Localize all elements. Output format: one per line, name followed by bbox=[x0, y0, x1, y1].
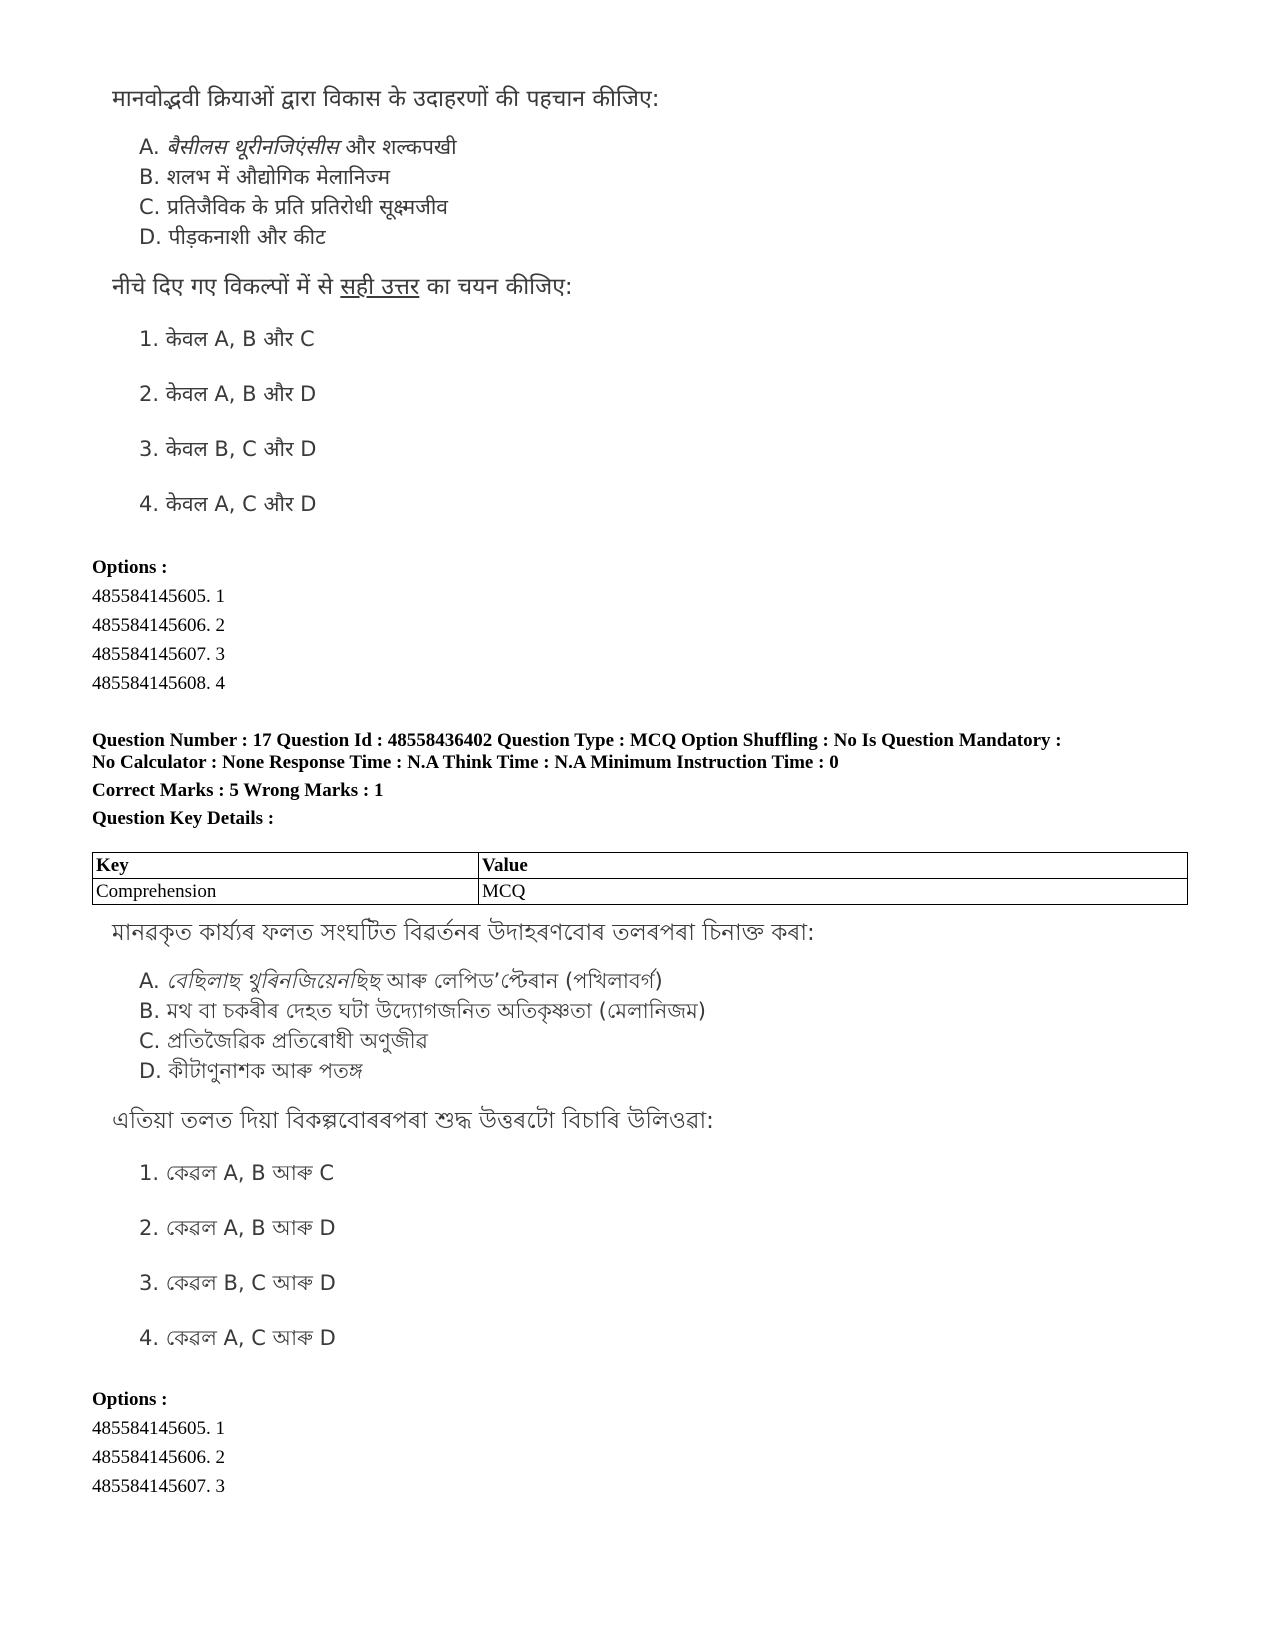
q16-choice-2: 2. केवल A, B और D bbox=[139, 382, 317, 406]
q16-options bbox=[92, 553, 225, 698]
q17-statement-b: B. মথ বা চকৰীৰ দেহত ঘটা উদ্যোগজনিত অতিকৃষ্ণতা (মেলানিজম) bbox=[139, 999, 706, 1023]
q17-option-2: 485584145606. 2 bbox=[92, 1447, 225, 1468]
q17-choice-4: 4. কেৱল A, C আৰু D bbox=[139, 1326, 336, 1350]
q16-choice-1: 1. केवल A, B और C bbox=[139, 327, 315, 351]
q17-options-label: Options : bbox=[92, 1389, 168, 1410]
q16-stem: मानवोद्भवी क्रियाओं द्वारा विकास के उदाहरणों की पहचान कीजिए: bbox=[112, 86, 660, 112]
table-header-value: Value bbox=[479, 853, 1188, 879]
q17-question-image bbox=[112, 918, 815, 1378]
q16-statement-d: D. पीड़कनाशी और कीट bbox=[139, 225, 326, 249]
q17-choice-3: 3. কেৱল B, C আৰু D bbox=[139, 1271, 336, 1295]
q16-option-1: 485584145605. 1 bbox=[92, 586, 225, 607]
q17-instruction: এতিয়া তলত দিয়া বিকল্পবোৰৰপৰা শুদ্ধ উত্তৰটো বিচাৰি উলিওৱা: bbox=[112, 1108, 714, 1134]
q17-statement-d: D. কীটাণুনাশক আৰু পতঙ্গ bbox=[139, 1059, 363, 1083]
q16-choice-3: 3. केवल B, C और D bbox=[139, 437, 317, 461]
q17-marks: Correct Marks : 5 Wrong Marks : 1 bbox=[92, 780, 384, 801]
q17-key-details-label: Question Key Details : bbox=[92, 808, 275, 829]
q16-statements bbox=[112, 132, 659, 252]
q16-statement-a: A. बैसीलस थूरीनजिएंसीस और शल्कपखी bbox=[139, 135, 457, 159]
q16-question-image bbox=[112, 84, 659, 544]
q16-choices bbox=[112, 324, 659, 519]
q17-meta-line1: Question Number : 17 Question Id : 48558436402 Question Type : MCQ Option Shuffling : No Is Question Mandatory : bbox=[92, 730, 1062, 751]
q16-option-3: 485584145607. 3 bbox=[92, 644, 225, 665]
q17-options bbox=[92, 1385, 225, 1501]
q16-statement-c: C. प्रतिजैविक के प्रति प्रतिरोधी सूक्ष्मजीव bbox=[139, 195, 448, 219]
q17-meta-line2: No Calculator : None Response Time : N.A Think Time : N.A Minimum Instruction Time : 0 bbox=[92, 752, 839, 773]
q16-instruction: नीचे दिए गए विकल्पों में से सही उत्तर का चयन कीजिए: bbox=[112, 274, 573, 300]
q17-key-table bbox=[92, 852, 1188, 905]
q16-choice-4: 4. केवल A, C और D bbox=[139, 492, 317, 516]
q17-option-1: 485584145605. 1 bbox=[92, 1418, 225, 1439]
q17-option-3: 485584145607. 3 bbox=[92, 1476, 225, 1497]
table-cell-value: MCQ bbox=[479, 879, 1188, 905]
q17-choice-1: 1. কেৱল A, B আৰু C bbox=[139, 1161, 334, 1185]
q17-statement-c: C. প্ৰতিজৈৱিক প্ৰতিৰোধী অণুজীৱ bbox=[139, 1029, 428, 1053]
table-cell-key: Comprehension bbox=[93, 879, 479, 905]
table-header-row bbox=[93, 853, 1188, 879]
q17-statement-a: A. বেছিলাছ থুৰিনজিয়েনছিছ আৰু লেপিড’প্টেৰান (পখিলাবৰ্গ) bbox=[139, 969, 663, 993]
q16-statement-b: B. शलभ में औद्योगिक मेलानिज्म bbox=[139, 165, 391, 189]
table-header-key: Key bbox=[93, 853, 479, 879]
q17-stem: মানৱকৃত কাৰ্য্যৰ ফলত সংঘটিত বিৱৰ্তনৰ উদাহৰণবোৰ তলৰপৰা চিনাক্ত কৰা: bbox=[112, 920, 815, 946]
q16-option-2: 485584145606. 2 bbox=[92, 615, 225, 636]
q16-option-4: 485584145608. 4 bbox=[92, 673, 225, 694]
q17-choices bbox=[112, 1158, 815, 1353]
q17-choice-2: 2. কেৱল A, B আৰু D bbox=[139, 1216, 336, 1240]
table-row bbox=[93, 879, 1188, 905]
q16-options-label: Options : bbox=[92, 557, 168, 578]
q17-meta bbox=[92, 730, 1192, 830]
q17-statements bbox=[112, 966, 815, 1086]
